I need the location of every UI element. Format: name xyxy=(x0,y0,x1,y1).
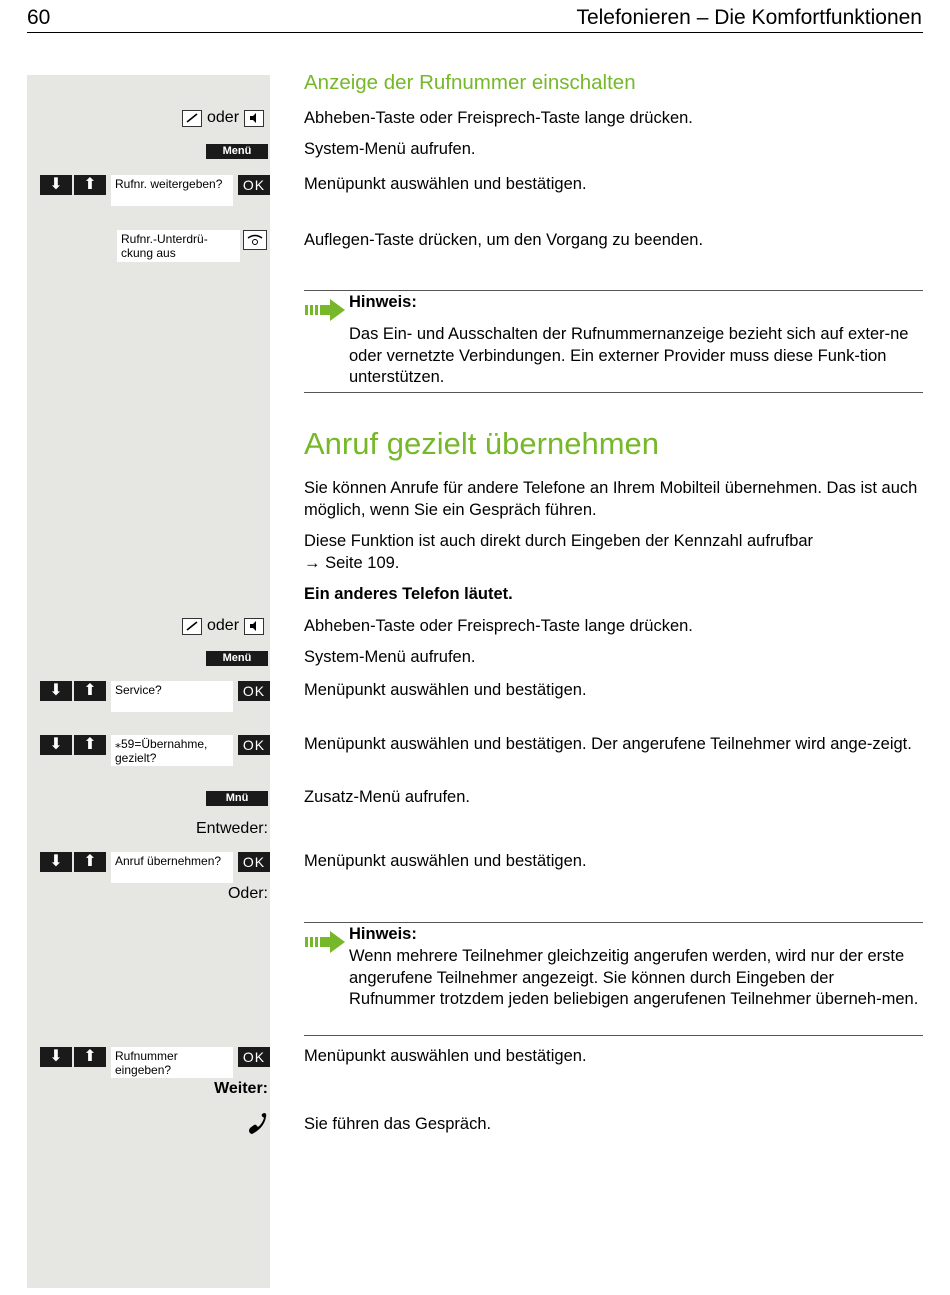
arrow-down-key-icon: ⬇ xyxy=(40,681,72,701)
arrow-up-key-icon: ⬆ xyxy=(74,681,106,701)
s2-intro1: Sie können Anrufe für andere Telefone an Ihrem Mobilteil übernehmen. Das ist auch möglich, wenn Sie ein Gespräch führen. xyxy=(304,479,918,519)
hint2-title: Hinweis: xyxy=(349,925,417,943)
oder-label: oder xyxy=(207,109,240,126)
hint1-text: Das Ein- und Ausschalten der Rufnummernanzeige bezieht sich auf exter-ne oder vernetzte Verbindungen. Ein externer Provider muss diese Funk-tion unterstützen. xyxy=(349,325,909,386)
s2-step8-text: Sie führen das Gespräch. xyxy=(304,1115,492,1133)
section-heading-rufnummer: Anzeige der Rufnummer einschalten xyxy=(304,71,636,94)
display-rufnr-unterdrueckung: Rufnr.-Unterdrü-ckung aus xyxy=(117,230,240,262)
hint-arrow-icon xyxy=(304,930,346,954)
speaker-key-icon xyxy=(244,618,264,635)
handset-key-icon xyxy=(182,110,202,127)
s2-intro2-page-ref[interactable]: → Seite 109. xyxy=(304,553,400,572)
s2-step7-text: Menüpunkt auswählen und bestätigen. xyxy=(304,1047,587,1065)
arrow-up-key-icon: ⬆ xyxy=(74,1047,106,1067)
oder-label: oder xyxy=(207,617,240,634)
ok-key: OK xyxy=(238,175,270,195)
ok-key: OK xyxy=(238,681,270,701)
s2-step4-text: Menüpunkt auswählen und bestätigen. Der angerufene Teilnehmer wird ange-zeigt. xyxy=(304,735,912,753)
display-rufnummer-eingeben: Rufnummer eingeben? xyxy=(111,1047,233,1078)
handset-key-icon xyxy=(182,618,202,635)
hint-arrow-icon xyxy=(304,298,346,322)
label-oder: Oder: xyxy=(227,885,268,902)
hint1-top-rule xyxy=(304,290,923,291)
s2-step1-text: Abheben-Taste oder Freisprech-Taste lange drücken. xyxy=(304,617,693,635)
hint1-title: Hinweis: xyxy=(349,293,417,311)
display-anruf-uebernehmen: Anruf übernehmen? xyxy=(111,852,233,883)
hint2-bottom-rule xyxy=(304,1035,923,1036)
s2-step3-text: Menüpunkt auswählen und bestätigen. xyxy=(304,681,587,699)
chapter-title: Telefonieren – Die Komfortfunktionen xyxy=(576,6,922,29)
display-service: Service? xyxy=(111,681,233,712)
s1-step1-text: Abheben-Taste oder Freisprech-Taste lange drücken. xyxy=(304,109,693,127)
arrow-up-key-icon: ⬆ xyxy=(74,852,106,872)
s2-step5-text: Zusatz-Menü aufrufen. xyxy=(304,788,470,806)
menu-softkey-2: Menü xyxy=(206,651,268,666)
hint2-top-rule xyxy=(304,922,923,923)
display-uebernahme-gezielt: ⁎59=Übernahme, gezielt? xyxy=(111,735,233,766)
ok-key: OK xyxy=(238,1047,270,1067)
hint1-bottom-rule xyxy=(304,392,923,393)
s2-step2-text: System-Menü aufrufen. xyxy=(304,648,476,666)
header-rule xyxy=(27,32,923,33)
speaker-key-icon xyxy=(244,110,264,127)
s1-step4-text: Auflegen-Taste drücken, um den Vorgang zu beenden. xyxy=(304,231,704,249)
ok-key: OK xyxy=(238,852,270,872)
arrow-down-key-icon: ⬇ xyxy=(40,1047,72,1067)
offhook-or-speaker-keys xyxy=(182,109,264,127)
arrow-down-key-icon: ⬇ xyxy=(40,735,72,755)
s1-step3-text: Menüpunkt auswählen und bestätigen. xyxy=(304,175,587,193)
arrow-up-key-icon: ⬆ xyxy=(74,175,106,195)
arrow-down-key-icon: ⬇ xyxy=(40,852,72,872)
arrow-up-key-icon: ⬆ xyxy=(74,735,106,755)
section-heading-anruf-uebernehmen: Anruf gezielt übernehmen xyxy=(304,426,660,461)
label-weiter: Weiter: xyxy=(214,1080,268,1097)
menu-softkey: Menü xyxy=(206,144,268,159)
hint2-text: Wenn mehrere Teilnehmer gleichzeitig angerufen werden, wird nur der erste angerufene Teilnehmer angezeigt. Sie können durch Eingeben der Rufnummer trotzdem jeden beliebigen angerufenen Teilnehmer überneh-men. xyxy=(349,947,919,1008)
label-entweder: Entweder: xyxy=(195,820,268,837)
offhook-or-speaker-keys-2 xyxy=(182,617,264,635)
onhook-key-icon xyxy=(243,230,267,250)
page-number: 60 xyxy=(27,6,51,29)
display-rufnr-weitergeben: Rufnr. weitergeben? xyxy=(111,175,233,206)
s2-condition: Ein anderes Telefon läutet. xyxy=(304,585,513,603)
arrow-down-key-icon: ⬇ xyxy=(40,175,72,195)
s2-intro2-text: Diese Funktion ist auch direkt durch Eingeben der Kennzahl aufrufbar xyxy=(304,532,814,550)
s2-step6-text: Menüpunkt auswählen und bestätigen. xyxy=(304,852,587,870)
mnu-softkey: Mnü xyxy=(206,791,268,806)
s1-step2-text: System-Menü aufrufen. xyxy=(304,140,476,158)
ok-key: OK xyxy=(238,735,270,755)
s2-intro2 xyxy=(304,531,924,574)
handset-call-icon xyxy=(246,1112,268,1136)
